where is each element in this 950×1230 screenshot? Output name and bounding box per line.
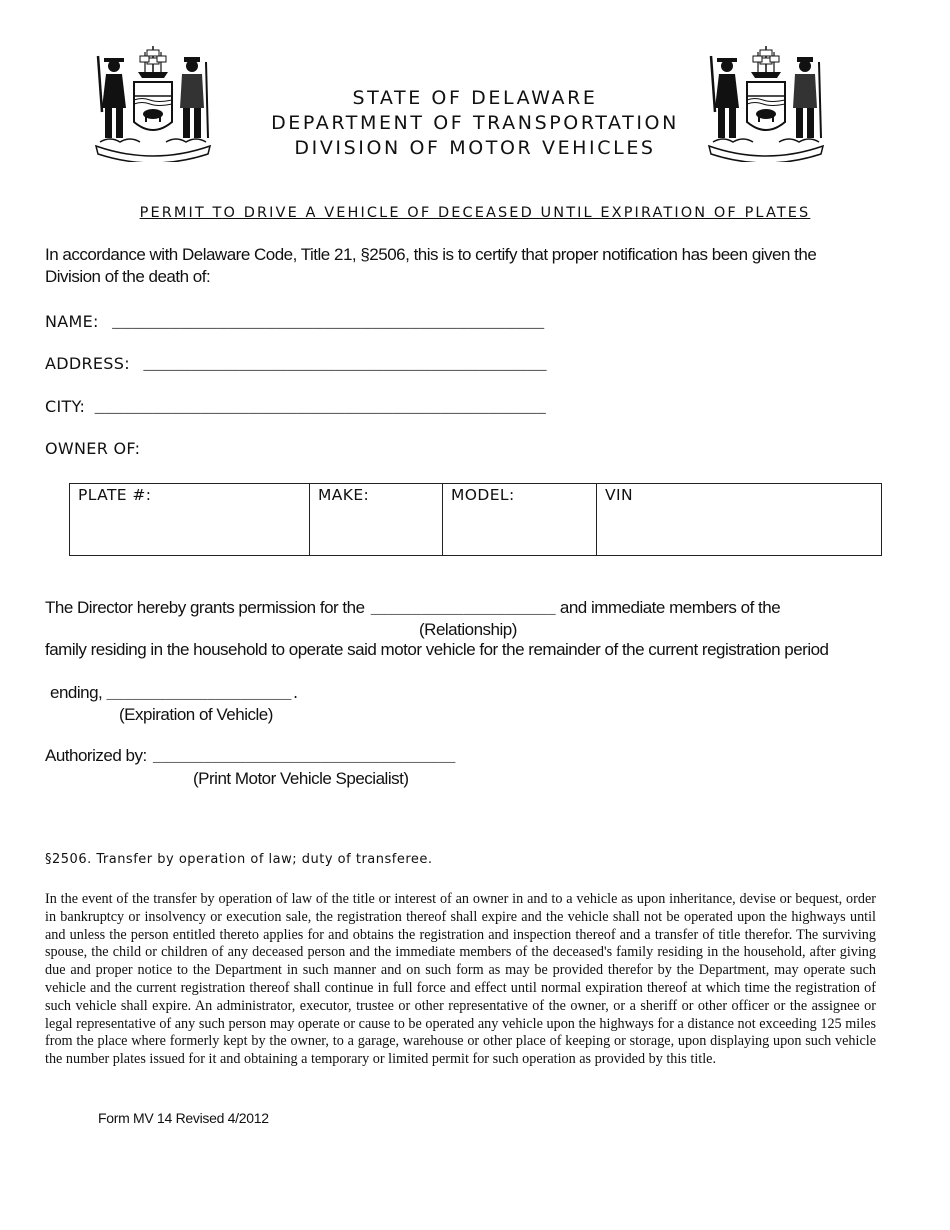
expiration-caption: (Expiration of Vehicle) — [119, 705, 273, 724]
grant-text-end: and immediate members of the — [559, 598, 781, 617]
address-label: ADDRESS: — [45, 354, 130, 373]
statute-text: In the event of the transfer by operation of law of the title or interest of an owner in and to a vehicle as upon inheritance, devise or bequest, order in bankruptcy or insolvency or execution sale, the registration thereof shall expire and the vehicle shall not be operated upon the highways until and unless the person entitled thereto applies for and obtains the registration and inspection thereof and a transfer of title therefor. The surviving spouse, the child or children of any deceased person and the immediate members of the deceased's family residing in the household, after giving due and proper notice to the Department in such manner and on such form as may be provided therefor by the Department, may operate such vehicle and the current registration thereof shall continue in full force and effect until normal expiration thereof at which time the registration of such vehicle shall expire. An administrator, executor, trustee or other representative of the owner, or a sheriff or other officer or the assignee or legal representative of any such person may operate or cause to be operated any vehicle upon the highways for a distance not exceeding 125 miles from the place where formerly kept by the owner, to a garage, warehouse or other place of keeping or storage, upon displaying upon such vehicle the number plates issued for it and obtaining a temporary or limited permit for such operation as provided by this title. — [45, 891, 876, 1068]
specialist-caption: (Print Motor Vehicle Specialist) — [193, 769, 409, 788]
city-row — [45, 397, 546, 417]
city-field[interactable]: _______________________________________________ — [94, 399, 546, 417]
ending-row — [50, 683, 300, 703]
intro-line-2: Division of the death of: — [45, 267, 211, 286]
state-seal-right — [703, 42, 829, 162]
address-field[interactable]: __________________________________________ — [143, 356, 547, 374]
agency-header — [230, 86, 720, 161]
authorized-row — [45, 746, 455, 766]
address-row — [45, 354, 547, 374]
form-title: PERMIT TO DRIVE A VEHICLE OF DECEASED UNTIL EXPIRATION OF PLATES — [139, 205, 811, 221]
coat-of-arms-icon — [703, 42, 829, 162]
coat-of-arms-icon — [90, 42, 216, 162]
vin-cell[interactable] — [597, 484, 882, 556]
specialist-field[interactable]: ____________________________________ — [152, 750, 456, 766]
intro-line-1: In accordance with Delaware Code, Title 21, §2506, this is to certify that proper notification has been given the — [45, 245, 817, 264]
expiration-field[interactable]: ______________________. — [106, 687, 300, 703]
name-field[interactable]: _____________________________________________ — [112, 314, 545, 332]
name-label: NAME: — [45, 312, 99, 331]
make-header: MAKE: — [318, 486, 370, 504]
grant-text-start: The Director hereby grants permission for the — [45, 598, 365, 617]
plate-header: PLATE #: — [78, 486, 152, 504]
header-state: STATE OF DELAWARE — [352, 87, 598, 109]
authorized-label: Authorized by: — [45, 746, 147, 765]
statute-heading: §2506. Transfer by operation of law; duty of transferee. — [45, 852, 433, 867]
ending-label: ending, — [50, 683, 103, 702]
name-row — [45, 312, 544, 332]
vehicle-table — [69, 483, 882, 556]
relationship-field[interactable]: ______________________ — [370, 602, 556, 618]
table-row — [70, 484, 882, 556]
header-division: DIVISION OF MOTOR VEHICLES — [294, 137, 656, 159]
model-cell[interactable] — [443, 484, 597, 556]
family-line: family residing in the household to operate said motor vehicle for the remainder of the current registration period — [45, 640, 829, 659]
grant-row — [45, 598, 780, 618]
owner-of-label: OWNER OF: — [45, 439, 141, 458]
model-header: MODEL: — [451, 486, 515, 504]
relationship-caption: (Relationship) — [419, 620, 517, 639]
make-cell[interactable] — [310, 484, 443, 556]
vin-header: VIN — [605, 486, 633, 504]
city-label: CITY: — [45, 397, 86, 416]
form-number: Form MV 14 Revised 4/2012 — [98, 1110, 269, 1126]
state-seal-left — [90, 42, 216, 162]
plate-cell[interactable] — [70, 484, 310, 556]
header-department: DEPARTMENT OF TRANSPORTATION — [271, 112, 679, 134]
